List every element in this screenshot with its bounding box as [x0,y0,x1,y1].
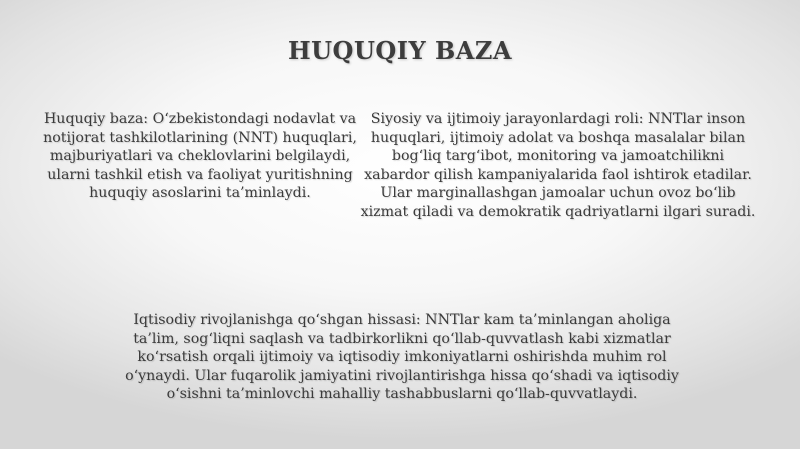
slide-title: HUQUQIY BAZA [287,36,513,65]
legal-basis-paragraph: Huquqiy baza: O‘zbekistondagi nodavlat va notijorat tashkilotlarining (NNT) huquqlari, majburiyatlari va cheklovlarini belgilaydi, ularni tashkil etish va faoliyat yuritishning huquqiy asoslarini ta’minlaydi. [43,111,357,202]
economic-contribution-paragraph: Iqtisodiy rivojlanishga qo‘shgan hissasi: NNTlar kam ta’minlangan aholiga ta’lim, sog‘liqni saqlash va tadbirkorlikni qo‘llab-quvvatlash kabi xizmatlar ko‘rsatish orqali ijtimoiy va iqtisodiy imkoniyatlarni oshirishda muhim rol o‘ynaydi. Ular fuqarolik jamiyatini rivojlantirishga hissa qo‘shadi va iqtisodiy o‘sishni ta’minlovchi mahalliy tashabbuslarni qo‘llab-quvvatlaydi. [125,312,679,403]
socio-political-role-paragraph: Siyosiy va ijtimoiy jarayonlardagi roli: NNTlar inson huquqlari, ijtimoiy adolat va boshqa masalalar bilan bog‘liq targ‘ibot, monitoring va jamoatchilikni xabardor qilish kampaniyalarida faol ishtirok etadilar. Ular marginallashgan jamoalar uchun ovoz bo‘lib xizmat qiladi va demokratik qadriyatlarni ilgari suradi. [360,111,756,220]
